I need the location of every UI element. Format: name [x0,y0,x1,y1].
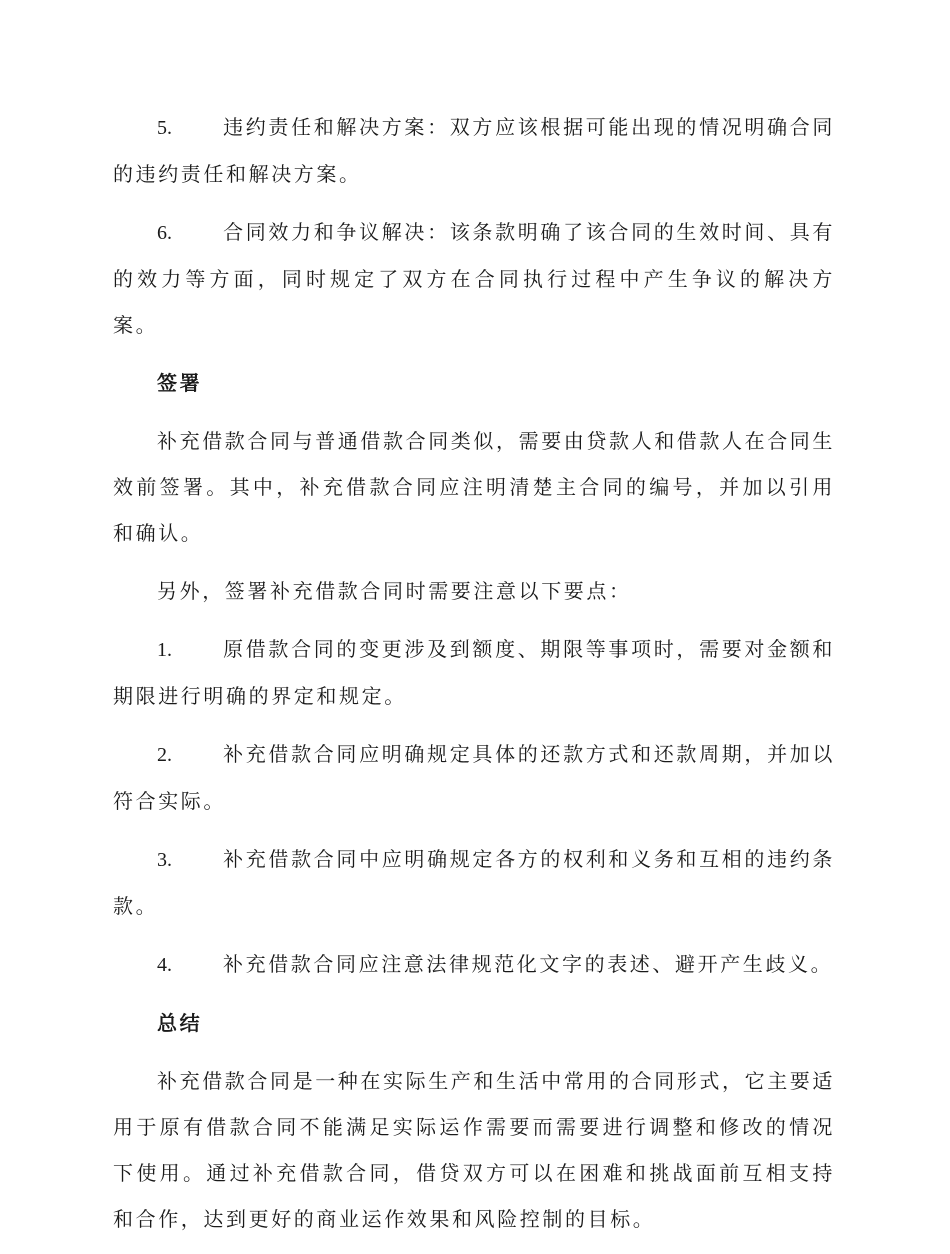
list-item [113,209,835,348]
list-item [113,941,835,988]
list-text: 原借款合同的变更涉及到额度、期限等事项时，需要对金额和期限进行明确的界定和规定。 [113,637,835,708]
list-text: 违约责任和解决方案：双方应该根据可能出现的情况明确合同的违约责任和解决方案。 [113,115,835,186]
list-text: 补充借款合同应注意法律规范化文字的表述、避开产生歧义。 [223,952,834,976]
paragraph: 另外，签署补充借款合同时需要注意以下要点： [157,579,632,603]
list-item [113,104,835,197]
section-heading-summary: 总结 [157,1011,203,1035]
paragraph: 补充借款合同是一种在实际生产和生活中常用的合同形式，它主要适用于原有借款合同不能满足实际运作需要而需要进行调整和修改的情况下使用。通过补充借款合同，借贷双方可以在困难和挑战面前互相支持和合作，达到更好的商业运作效果和风险控制的目标。 [113,1069,835,1231]
list-number: 2. [157,744,172,766]
list-item [113,731,835,824]
list-text: 补充借款合同应明确规定具体的还款方式和还款周期，并加以符合实际。 [113,742,835,813]
list-item [113,626,835,719]
list-number: 3. [157,849,172,871]
list-text: 合同效力和争议解决：该条款明确了该合同的生效时间、具有的效力等方面，同时规定了双方在合同执行过程中产生争议的解决方案。 [113,220,835,337]
list-number: 5. [157,117,172,139]
document-page [113,104,835,1254]
list-number: 1. [157,639,172,661]
list-number: 6. [157,222,172,244]
list-item [113,836,835,929]
list-text: 补充借款合同中应明确规定各方的权利和义务和互相的违约条款。 [113,847,835,918]
list-number: 4. [157,954,172,976]
section-heading-signing: 签署 [157,371,203,395]
paragraph: 补充借款合同与普通借款合同类似，需要由贷款人和借款人在合同生效前签署。其中，补充借款合同应注明清楚主合同的编号，并加以引用和确认。 [113,429,835,545]
